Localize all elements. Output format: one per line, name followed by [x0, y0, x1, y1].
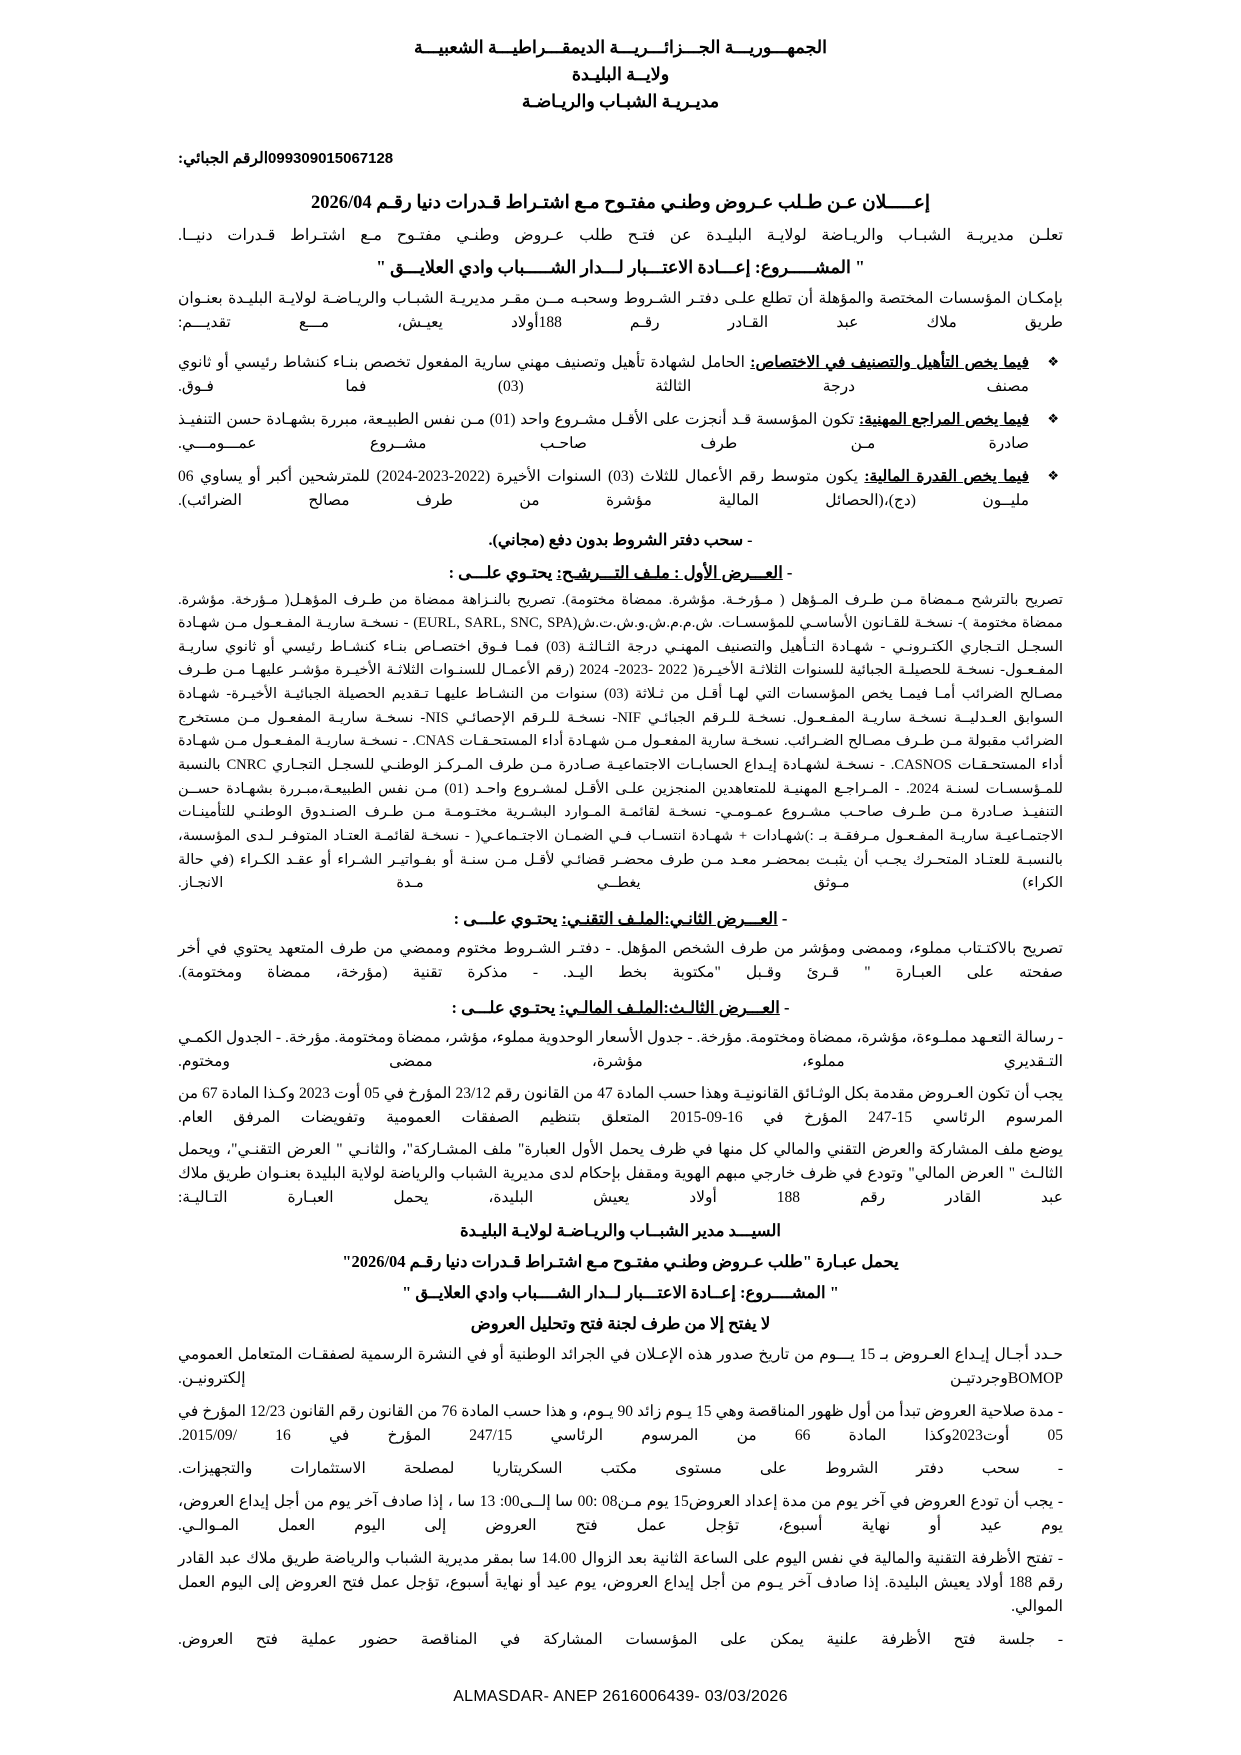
offer-one-prefix: -	[782, 562, 793, 582]
announcement-intro: تعلـن مديريـة الشبـاب والريـاضة لولايـة البليـدة عن فتـح طلب عـروض وطنـي مفتـوح مـع اشتـراط قـدرات دنيــا.	[178, 227, 1063, 245]
offer-two-content: تصريح بالاكتـتاب مملوء، وممضى ومؤشر من طرف الشخص المؤهل. - دفتـر الشـروط مختوم وممضي من طرف المتعهد يحتوي في أخر صفحته على العبـارة " قـرئ وقـبل "مكتوبة بخط اليـد. - مذكرة تقنية (مؤرخة، ممضاة ومختومة).	[178, 939, 1063, 981]
envelope-marking: يحمل عبـارة "طلب عـروض وطنـي مفتـوح مـع اشتـراط قـدرات دنيا رقـم 2026/04"	[342, 1251, 899, 1271]
closing-item-submission-hours: - يجب أن تودع العروض في آخر يوم من مدة إعداد العروض15 يوم مـن08 :00 سا إلــى00: 13 سا ، إذا صادف آخر يوم من أجل إيداع العروض، يوم عيد أو نهاية أسبوع، تؤجل عمل فتح العروض إلى اليوم العمل المـوالـي.	[178, 1493, 1063, 1535]
diamond-bullet-icon: ❖	[1047, 411, 1059, 427]
closing-item-deadline: حـدد أجـال إيـداع العـروض بـ 15 يـــوم من تاريخ صدور هذه الإعـلان في الجرائد الوطنية أو في النشرة الرسمية لصفقـات المتعامل العمومي BOMOPوجردتيـن إلكترونيـن.	[178, 1345, 1064, 1387]
recipient-address: السيـــد مدير الشبــاب والريـاضـة لولايـة البليـدة	[459, 1220, 782, 1240]
do-not-open-notice: لا يفتح إلا من طرف لجنة فتح وتحليل العروض	[470, 1313, 771, 1333]
document-header	[178, 34, 1063, 115]
list-item	[178, 465, 1063, 513]
offer-three-title: العـــرض الثالـث:الملـف المالـي:	[559, 997, 780, 1017]
requirement-text: يكون متوسط رقم الأعمال للثلاث (03) السنوات الأخيرة (2022-2023-2024) للمترشحين أكبر أو يساوي 06 مليــون (دج)،(الحصائل المالية مؤشرة من طرف مصالح الضرائب).	[178, 468, 1029, 510]
tax-number-label: الرقم الجبائي:	[178, 150, 269, 168]
closing-item-validity: - مدة صلاحية العروض تبدأ من أول ظهور المناقصة وهي 15 يـوم زائد 90 يـوم، و هذا حسب المادة 76 من القانون رقم القانون 12/23 المؤرخ في 05 أوت2023وكذا المادة 66 من المرسوم الرئاسي 247/15 المؤرخ في 16 /2015/09.	[178, 1403, 1063, 1445]
requirement-text: الحامل لشهادة تأهيل وتصنيف مهني سارية المفعول تخصص بنـاء كنشاط رئيسي أو ثانوي مصنف درجة الثالثة (03) فما فـوق.	[178, 354, 1029, 396]
diamond-bullet-icon: ❖	[1047, 354, 1059, 370]
requirement-label: فيما يخص القدرة المالية:	[864, 468, 1029, 486]
envelope-project-title: " المشــــروع: إعــادة الاعتـــبار لــدار الشــــباب وادي العلايــق "	[402, 1282, 839, 1302]
closing-conditions-list	[178, 1343, 1063, 1652]
requirements-list	[178, 351, 1063, 513]
free-withdrawal-note: - سحب دفتر الشروط بدون دفع (مجاني).	[488, 531, 753, 549]
offer-two-heading	[178, 909, 1063, 929]
closing-item-withdrawal-office: - سحب دفتر الشروط على مستوى مكتب السكريتاريا لمصلحة الاستثمارات والتجهيزات.	[178, 1460, 1063, 1478]
offer-three-suffix: يحتـوي علـــى :	[451, 997, 560, 1017]
offer-two-prefix: -	[777, 908, 788, 928]
header-directorate: مديـريـة الشبـاب والريـاضـة	[521, 91, 720, 112]
diamond-bullet-icon: ❖	[1047, 468, 1059, 484]
legal-reference-paragraph: يجب أن تكون العـروض مقدمة بكل الوثـائق القانونيـة وهذا حسب المادة 47 من القانون رقم 23/12 المؤرخ في 05 أوت 2023 وكـذا المادة 67 من المرسوم الرئاسي 15-247 المؤرخ في 16-09-2015 المتعلق بتنظيم الصفقات العمومية وتفويضات المرفق العام.	[178, 1084, 1063, 1126]
document-footer-reference: ALMASDAR- ANEP 2616006439- 03/03/2026	[453, 1688, 788, 1706]
project-title: " المشـــــروع: إعـــادة الاعتـــبار لـــدار الشـــــباب وادي العلايـــق "	[376, 257, 865, 278]
requirement-label: فيما يخص المراجع المهنية:	[859, 411, 1029, 429]
withdrawal-instructions: بإمكـان المؤسسات المختصة والمؤهلة أن تطلع علـى دفتـر الشـروط وسحبـه مــن مقـر مديريـة الشبـاب والريـاضـة لولايـة البليـدة بعنـوان طريق ملاك عبد القـادر رقـم 188أولاد يعيـش، مـــع تقديـــم:	[178, 290, 1063, 332]
offer-two-suffix: يحتـوي علـــى :	[453, 908, 562, 928]
offer-three-heading	[178, 998, 1063, 1018]
tax-identification-line	[178, 149, 1063, 168]
list-item	[178, 351, 1063, 399]
offer-one-content: تصريح بالترشح مـمضاة مـن طـرف المـؤهل ( مـؤرخـة. مؤشرة. ممضاة مختومة). تصريح بالنـزاهة ممضاة من طـرف المؤهـل( مـؤرخة. مؤشرة. ممضاة مختومة )- نسخـة للقـانون الأساسـي للمؤسسـات. ش.م.م.ش.و.ش.ت.ش(EURL, SARL, SNC, SPA) - نسخـة ساريـة المفـعـول مـن شهـادة السجـل التـجاري الكتـرونـي - شهـادة التـأهيل والتصنيف المهنـي درجة الثـالثـة (03) فمـا فـوق اختصـاص بنـاء كنشـاط رئيسي أو ثانوي ساريـة المفـعـول- نسخـة للحصيلـة الجبائية للسنوات الثلاثـة الأخيـرة( 2022 -2023- 2024 (رقم الأعمـال للسنـوات الثلاثـة الأخيـرة مؤشـر عليهـا مـن طـرف مصـالح الضرائب أمـا فيمـا يخص المؤسسات التي لهـا أقـل من ثـلاثة (03) سنوات من النشـاط عليهـا تـقديم الحصيلة الجبائيـة الأخيـرة- شهـادة السوابق العـدليــة نسخـة ساريـة المفـعـول. نسخـة للـرقم الجبائـي NIF- نسخـة للـرقم الإحصائـي NIS- نسخـة ساريـة المفعـول مـن مستخرج الضرائب مقبولة مـن طـرف مصـالح الضـرائب. نسخـة سارية المفعـول مـن شهـادة أداء المستحـقـات CNAS. - نسخـة ساريـة المفـعـول مـن شهـادة أداء المستحـقـات CASNOS. - نسخـة لشهـادة إيـداع الحسابـات الاجتماعيـة صـادرة مـن طرف المـركـز الوطنـي للسجـل التجـاري CNRC بالنسبة للمـؤسسـات لسنـة 2024. - المـراجـع المهنيـة للمتعاهدين المنجزين علـى الأقـل لمشـروع واحـد (01) مـن نفس الطبيعـة،مبـررة بشهـادة حســن التنفيـذ صـادرة مـن طـرف صاحـب مشـروع عمـومـي- نسخـة لقائمـة المـوارد البشـرية مختـومـة مـن طـرف الصنـدوق الوطنـي للتأمينـات الاجتمـاعيـة ساريـة المفـعـول مـرفقـة بـ :)شهـادات + شهـادة انتسـاب فـي الضمـان الاجتـماعـي( - نسخـة لقائمـة العتـاد المتوفـر لـدى المؤسسة، بالنسبـة للعتـاد المتحـرك يجـب أن يثبـت بمحضـر معـد مـن طرف محضـر قضائـي لأقـل مـن سنـة أو بفـواتيـر الشـراء أو عقـد الكـراء (في حالة الكراء) مـوثق يغطــي مـدة الانجـاز.	[178, 591, 1064, 892]
envelope-submission-paragraph: يوضع ملف المشاركة والعرض التقني والمالي كل منها في ظرف يحمل الأول العبارة" ملف المشـاركة"، والثانـي " العرض التقنـي"، ويحمل الثالـث " العرض المالي" وتودع في ظرف خارجي مبهم الهوية ومقفل بإحكام لدى مديرية الشباب والرياضة لولاية البليدة بعنـوان طريق ملاك عبد القادر رقم 188 أولاد يعيش البليدة، يحمل العبـارة التـاليـة:	[178, 1140, 1063, 1206]
header-republic: الجمهـــوريـــة الجـــزائـــريـــة الديمقـــراطيـــة الشعبيـــة	[414, 37, 827, 57]
offer-two-title: العـــرض الثانـي:الملـف التقنـي:	[561, 908, 778, 928]
requirement-text: تكون المؤسسة قـد أنجزت على الأقـل مشـروع واحد (01) مـن نفس الطبيـعة، مبررة بشهـادة حسن التنفيـذ صادرة مـن طرف صاحـب مشــروع عمـــومـــي.	[178, 411, 1029, 453]
closing-item-public-session: - جلسة فتح الأظرفة علنية يمكن على المؤسسات المشاركة في المناقصة حضور عملية فتح العروض.	[178, 1631, 1063, 1649]
list-item	[178, 408, 1063, 456]
offer-one-title: العـــرض الأول : ملـف التـــرشـح:	[556, 562, 783, 582]
offer-one-suffix: يحتـوي علـــى :	[448, 562, 557, 582]
tax-number-value: 099309015067128	[268, 150, 394, 168]
closing-item-opening-time: - تفتح الأظرفة التقنية والمالية في نفس اليوم على الساعة الثانية بعد الزوال 14.00 سا بمقر مديرية الشباب والرياضة طريق ملاك عبد القادر رقم 188 أولاد يعيش البليدة. إذا صادف آخر يـوم من أجل إيداع العروض، يوم عيد أو نهاية أسبوع، تؤجل عمل فتح العروض إلى اليوم العمل الموالي.	[178, 1550, 1063, 1616]
page-title: إعـــــلان عـن طـلب عـروض وطنـي مفتـوح مـع اشتـراط قـدرات دنيا رقـم 2026/04	[310, 193, 931, 214]
requirement-label: فيما يخص التأهيل والتصنيف في الاختصاص:	[750, 354, 1029, 372]
offer-one-heading	[178, 563, 1063, 583]
offer-three-prefix: -	[779, 997, 790, 1017]
offer-three-content: - رسالة التعـهد مملـوءة، مؤشرة، ممضاة ومختومة. مؤرخة. - جدول الأسعار الوحدوية مملوء، مؤشر، ممضاة ومختومة. مؤرخة. - الجدول الكمـي التـقديري مملوء، مؤشرة، ممضى ومختوم.	[178, 1028, 1063, 1070]
header-wilaya: ولايــة البليـدة	[571, 64, 670, 85]
